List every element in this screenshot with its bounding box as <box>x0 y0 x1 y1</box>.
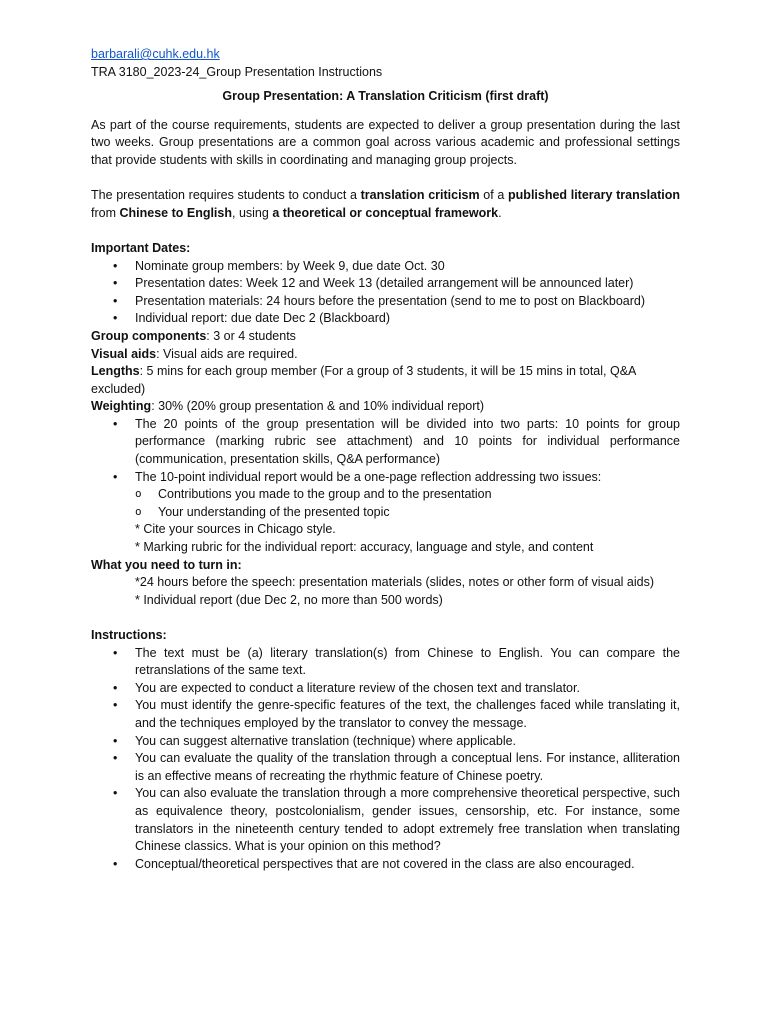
citation-note: * Cite your sources in Chicago style. <box>135 522 336 537</box>
visual-aids-label: Visual aids <box>91 346 157 361</box>
sub-list-item: o Your understanding of the presented topic <box>135 504 680 522</box>
turn-in-heading: What you need to turn in: <box>91 557 242 572</box>
course-line: TRA 3180_2023-24_Group Presentation Instructions <box>91 64 383 79</box>
intro-paragraph: As part of the course requirements, students are expected to deliver a group presentation during the last two weeks. Group presentations are a common goal across various academic and professional settings that provide students with skills in coordinating and managing group projects. <box>91 117 680 167</box>
requirement-bold-1: translation criticism <box>360 188 480 203</box>
list-item: • Presentation materials: 24 hours before the presentation (send to me to post on Blackboard) <box>91 293 680 311</box>
group-components-label: Group components <box>91 328 207 343</box>
dates-heading: Important Dates: <box>91 240 191 255</box>
list-item: • The text must be (a) literary translation(s) from Chinese to English. You can compare the retranslations of the same text. <box>91 645 680 680</box>
visual-aids-value: : Visual aids are required. <box>156 346 298 361</box>
lengths-value: : 5 mins for each group member (For a group of 3 students, it will be 15 mins in total, Q&A excluded) <box>91 364 636 396</box>
requirement-bold-2: published literary translation <box>508 188 680 203</box>
requirement-text-5: . <box>498 205 502 220</box>
requirement-bold-3: Chinese to English <box>119 205 232 220</box>
weighting-list <box>91 416 680 557</box>
weighting-line <box>91 398 680 416</box>
turn-in-line: *24 hours before the speech: presentation materials (slides, notes or other form of visual aids) <box>135 575 655 590</box>
lengths-line <box>91 363 680 398</box>
weighting-value: : 30% (20% group presentation & and 10% individual report) <box>151 399 485 414</box>
rubric-note: * Marking rubric for the individual report: accuracy, language and style, and content <box>135 540 594 555</box>
author-email-link[interactable]: barbarali@cuhk.edu.hk <box>91 47 220 61</box>
instructions-heading: Instructions: <box>91 628 167 642</box>
instructions-list <box>91 645 680 874</box>
list-item: • The 20 points of the group presentation will be divided into two parts: 10 points for group performance (marking rubric see attachment) and 10 points for individual performance (communication, presentation skills, Q&A performance) <box>91 416 680 469</box>
report-issues-list <box>135 486 680 521</box>
sub-list-item: o Contributions you made to the group and to the presentation <box>135 486 680 504</box>
list-item: • Nominate group members: by Week 9, due date Oct. 30 <box>91 258 680 276</box>
weighting-label: Weighting <box>91 399 152 414</box>
spacer <box>91 609 680 627</box>
requirement-bold-4: a theoretical or conceptual framework <box>272 205 499 220</box>
list-item: • You are expected to conduct a literature review of the chosen text and translator. <box>91 680 680 698</box>
requirement-text-3: from <box>91 205 120 220</box>
lengths-label: Lengths <box>91 364 140 379</box>
list-item-text: The 10-point individual report would be a one-page reflection addressing two issues: <box>135 469 602 484</box>
visual-aids-line <box>91 346 680 364</box>
list-item: • You must identify the genre-specific features of the text, the challenges faced while translating it, and the techniques employed by the translator to convey the message. <box>91 697 680 732</box>
list-item: • Conceptual/theoretical perspectives that are not covered in the class are also encouraged. <box>91 856 680 874</box>
requirement-paragraph <box>91 187 680 222</box>
list-item: • You can also evaluate the translation through a more comprehensive theoretical perspective, such as equivalence theory, postcolonialism, gender issues, censorship, etc. For instance, some translators in the nineteenth century tended to adopt extremely free translation when translating Chinese classics. What is your opinion on this method? <box>91 785 680 855</box>
dates-list <box>91 258 680 328</box>
list-item: • Presentation dates: Week 12 and Week 13 (detailed arrangement will be announced later) <box>91 275 680 293</box>
list-item: • You can evaluate the quality of the translation through a conceptual lens. For instance, alliteration is an effective means of recreating the rhythmic feature of Chinese poetry. <box>91 750 680 785</box>
requirement-text-2: of a <box>479 188 509 203</box>
group-components-line <box>91 328 680 346</box>
turn-in-line: * Individual report (due Dec 2, no more than 500 words) <box>135 592 443 607</box>
requirement-text-1: The presentation requires students to conduct a <box>91 188 361 203</box>
group-components-value: : 3 or 4 students <box>206 328 296 343</box>
list-item <box>91 469 680 557</box>
spacer <box>91 170 680 188</box>
list-item: • You can suggest alternative translation (technique) where applicable. <box>91 733 680 751</box>
list-item: • Individual report: due date Dec 2 (Blackboard) <box>91 310 680 328</box>
spacer <box>91 222 680 240</box>
document-title: Group Presentation: A Translation Criticism (first draft) <box>222 89 549 104</box>
requirement-text-4: , using <box>232 205 273 220</box>
